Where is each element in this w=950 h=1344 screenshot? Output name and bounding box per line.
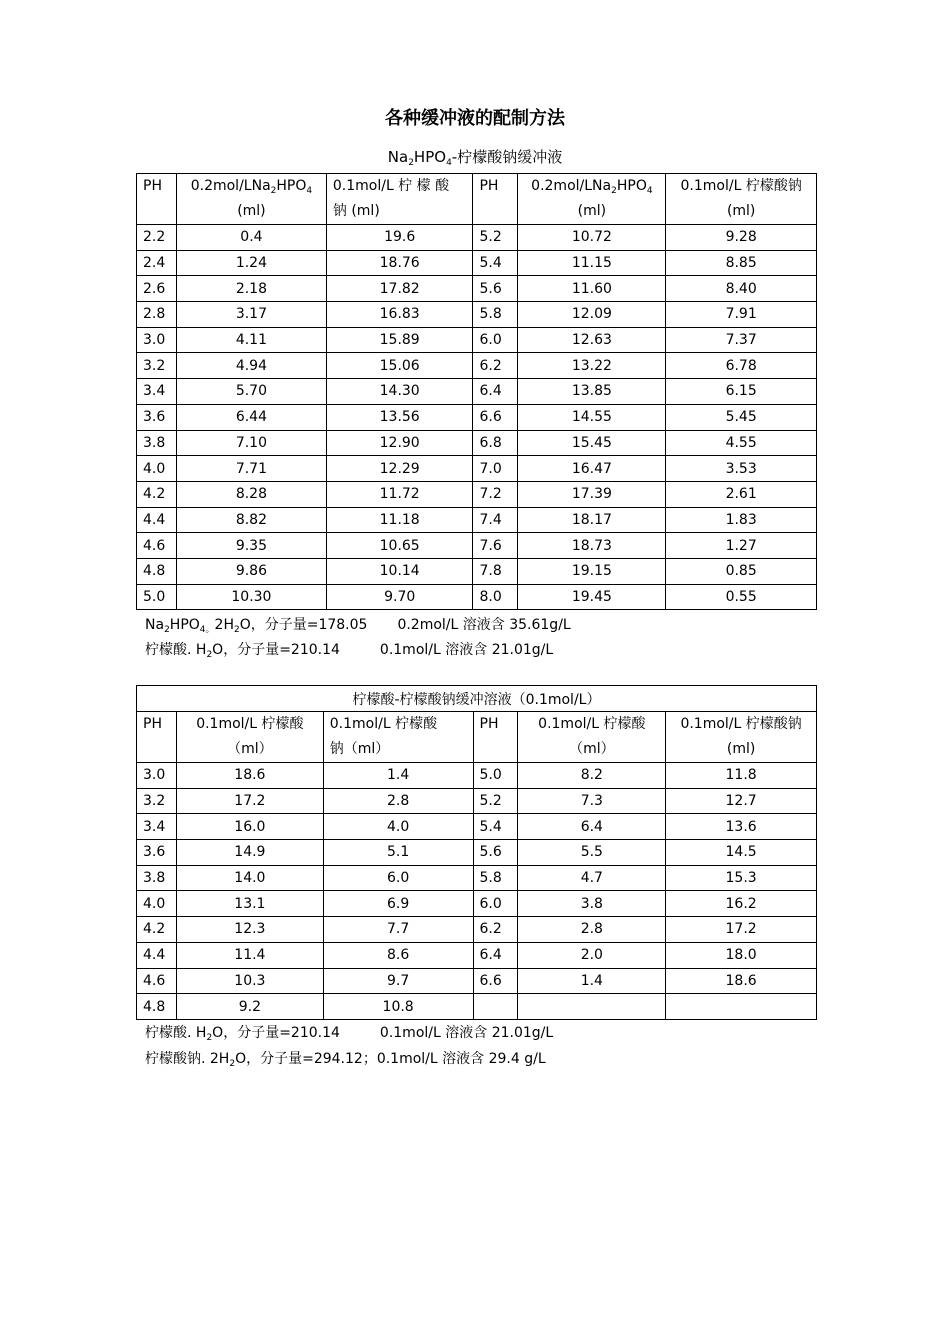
value-cell: 10.30 [176, 584, 326, 610]
value-cell: 9.86 [176, 558, 326, 584]
ph-cell: 6.0 [473, 327, 518, 353]
value-cell [666, 994, 817, 1020]
ph-cell: 6.6 [473, 968, 518, 994]
value-cell: 10.72 [518, 225, 666, 251]
value-cell: 15.45 [518, 430, 666, 456]
value-cell: 16.47 [518, 456, 666, 482]
ph-cell: 7.4 [473, 507, 518, 533]
value-cell: 17.2 [176, 788, 323, 814]
value-cell: 5.70 [176, 379, 326, 405]
value-cell: 8.28 [176, 481, 326, 507]
value-cell: 8.40 [666, 276, 817, 302]
ph-cell: 4.8 [137, 558, 177, 584]
value-cell: 18.73 [518, 533, 666, 559]
ph-cell: 3.8 [137, 430, 177, 456]
value-cell: 13.1 [176, 891, 323, 917]
table-title-row [137, 686, 817, 712]
ph-cell: 6.2 [473, 917, 518, 943]
table-header-row [137, 174, 817, 225]
ph-cell [473, 994, 518, 1020]
value-cell: 3.8 [518, 891, 666, 917]
table1-caption: $Na_2HPO_4-$柠檬酸钠缓冲液 [387, 148, 563, 168]
value-cell: 4.11 [176, 327, 326, 353]
ph-cell: 2.4 [137, 250, 177, 276]
ph-cell: 5.6 [473, 276, 518, 302]
value-cell: 7.37 [666, 327, 817, 353]
table-row [137, 225, 817, 251]
ph-cell: 7.2 [473, 481, 518, 507]
table2-note-1: 柠檬酸. $H_2O$，分子量=210.14 0.1mol/L 溶液含 21.01g/L [145, 1025, 554, 1043]
value-cell: 13.6 [666, 814, 817, 840]
value-cell: 17.82 [326, 276, 473, 302]
table1-note-2: 柠檬酸. $H_2O$，分子量=210.14 0.1mol/L 溶液含 21.01g/L [145, 642, 554, 660]
value-cell: 13.85 [518, 379, 666, 405]
value-cell: 14.5 [666, 840, 817, 866]
header-citric-acid: 0.1mol/L 柠檬酸 （ml） [176, 712, 323, 763]
ph-cell: 5.6 [473, 840, 518, 866]
table-row [137, 430, 817, 456]
value-cell: 6.0 [323, 865, 473, 891]
value-cell: 6.78 [666, 353, 817, 379]
value-cell: 18.76 [326, 250, 473, 276]
ph-cell: 7.8 [473, 558, 518, 584]
table-row [137, 814, 817, 840]
ph-cell: 5.0 [137, 584, 177, 610]
ph-cell: 6.8 [473, 430, 518, 456]
ph-cell: 4.0 [137, 891, 177, 917]
value-cell: 10.65 [326, 533, 473, 559]
table-row [137, 942, 817, 968]
value-cell: 9.7 [323, 968, 473, 994]
table-row [137, 353, 817, 379]
value-cell: 1.4 [323, 763, 473, 789]
page-title: 各种缓冲液的配制方法 [385, 108, 565, 129]
table2-title: 柠檬酸-柠檬酸钠缓冲溶液（0.1mol/L） [137, 686, 817, 712]
value-cell: 11.8 [666, 763, 817, 789]
table-row [137, 917, 817, 943]
ph-cell: 5.4 [473, 250, 518, 276]
ph-cell: 4.6 [137, 533, 177, 559]
table-row [137, 891, 817, 917]
value-cell: 8.85 [666, 250, 817, 276]
value-cell: 12.63 [518, 327, 666, 353]
value-cell: 9.28 [666, 225, 817, 251]
ph-cell: 5.2 [473, 225, 518, 251]
value-cell: 5.5 [518, 840, 666, 866]
header-sodium-citrate: 0.1mol/L 柠檬酸钠 (ml) [666, 174, 817, 225]
value-cell: 9.2 [176, 994, 323, 1020]
table-row [137, 327, 817, 353]
value-cell [518, 994, 666, 1020]
ph-cell: 6.6 [473, 404, 518, 430]
value-cell: 7.10 [176, 430, 326, 456]
value-cell: 11.72 [326, 481, 473, 507]
ph-cell: 3.4 [137, 379, 177, 405]
value-cell: 10.8 [323, 994, 473, 1020]
table-row [137, 404, 817, 430]
value-cell: 2.0 [518, 942, 666, 968]
ph-cell: 4.4 [137, 507, 177, 533]
table-row [137, 456, 817, 482]
ph-cell: 7.6 [473, 533, 518, 559]
value-cell: 12.29 [326, 456, 473, 482]
header-ph: PH [137, 174, 177, 225]
value-cell: 18.6 [176, 763, 323, 789]
value-cell: 8.82 [176, 507, 326, 533]
ph-cell: 8.0 [473, 584, 518, 610]
ph-cell: 3.4 [137, 814, 177, 840]
value-cell: 11.18 [326, 507, 473, 533]
ph-cell: 4.2 [137, 481, 177, 507]
header-citric-acid: 0.1mol/L 柠檬酸 （ml） [518, 712, 666, 763]
header-sodium-citrate: 0.1mol/L 柠 檬 酸 钠 (ml) [326, 174, 473, 225]
value-cell: 2.61 [666, 481, 817, 507]
value-cell: 6.9 [323, 891, 473, 917]
ph-cell: 3.0 [137, 763, 177, 789]
ph-cell: 7.0 [473, 456, 518, 482]
value-cell: 5.1 [323, 840, 473, 866]
table-row [137, 865, 817, 891]
value-cell: 7.71 [176, 456, 326, 482]
value-cell: 17.39 [518, 481, 666, 507]
table-row [137, 763, 817, 789]
value-cell: 11.15 [518, 250, 666, 276]
table-row [137, 584, 817, 610]
value-cell: 16.83 [326, 302, 473, 328]
value-cell: 2.8 [323, 788, 473, 814]
value-cell: 1.4 [518, 968, 666, 994]
ph-cell: 5.2 [473, 788, 518, 814]
ph-cell: 3.8 [137, 865, 177, 891]
value-cell: 17.2 [666, 917, 817, 943]
table-row [137, 481, 817, 507]
value-cell: 2.8 [518, 917, 666, 943]
ph-cell: 5.4 [473, 814, 518, 840]
value-cell: 15.06 [326, 353, 473, 379]
table-row [137, 968, 817, 994]
value-cell: 15.89 [326, 327, 473, 353]
ph-cell: 3.6 [137, 404, 177, 430]
value-cell: 12.3 [176, 917, 323, 943]
value-cell: 9.70 [326, 584, 473, 610]
value-cell: 6.4 [518, 814, 666, 840]
ph-cell: 4.8 [137, 994, 177, 1020]
ph-cell: 3.2 [137, 353, 177, 379]
value-cell: 18.6 [666, 968, 817, 994]
header-sodium-citrate: 0.1mol/L 柠檬酸钠 (ml) [666, 712, 817, 763]
value-cell: 12.90 [326, 430, 473, 456]
value-cell: 1.83 [666, 507, 817, 533]
value-cell: 1.24 [176, 250, 326, 276]
ph-cell: 6.0 [473, 891, 518, 917]
value-cell: 3.17 [176, 302, 326, 328]
table-row [137, 276, 817, 302]
value-cell: 4.7 [518, 865, 666, 891]
value-cell: 2.18 [176, 276, 326, 302]
table2-note-2: 柠檬酸钠. $2H_2O$，分子量=294.12；0.1mol/L 溶液含 29.4 g/L [145, 1051, 546, 1069]
value-cell: 4.0 [323, 814, 473, 840]
table-row [137, 302, 817, 328]
value-cell: 14.55 [518, 404, 666, 430]
table-row [137, 507, 817, 533]
value-cell: 0.55 [666, 584, 817, 610]
value-cell: 1.27 [666, 533, 817, 559]
table-row [137, 994, 817, 1020]
value-cell: 16.2 [666, 891, 817, 917]
citric-acid-citrate-table [136, 685, 817, 1020]
value-cell: 8.6 [323, 942, 473, 968]
header-na2hpo4: $0.2mol/LNa_2HPO_4$ (ml) [176, 174, 326, 225]
ph-cell: 4.0 [137, 456, 177, 482]
value-cell: 12.09 [518, 302, 666, 328]
table-row [137, 558, 817, 584]
value-cell: 14.30 [326, 379, 473, 405]
value-cell: 19.15 [518, 558, 666, 584]
ph-cell: 6.4 [473, 379, 518, 405]
table-row [137, 788, 817, 814]
value-cell: 9.35 [176, 533, 326, 559]
ph-cell: 3.6 [137, 840, 177, 866]
table-row [137, 533, 817, 559]
ph-cell: 6.4 [473, 942, 518, 968]
header-ph: PH [137, 712, 177, 763]
ph-cell: 5.8 [473, 302, 518, 328]
ph-cell: 4.2 [137, 917, 177, 943]
table-row [137, 840, 817, 866]
value-cell: 4.94 [176, 353, 326, 379]
value-cell: 14.9 [176, 840, 323, 866]
na2hpo4-citrate-table [136, 173, 817, 610]
value-cell: 6.44 [176, 404, 326, 430]
ph-cell: 4.4 [137, 942, 177, 968]
value-cell: 4.55 [666, 430, 817, 456]
header-ph: PH [473, 174, 518, 225]
header-sodium-citrate: 0.1mol/L 柠檬酸 钠（ml） [323, 712, 473, 763]
table1-note-1: $Na_2HPO_{4。}2H_2O$，分子量=178.05 0.2mol/L 溶液含 35.61g/L [145, 617, 571, 635]
value-cell: 14.0 [176, 865, 323, 891]
value-cell: 11.4 [176, 942, 323, 968]
value-cell: 18.17 [518, 507, 666, 533]
value-cell: 10.14 [326, 558, 473, 584]
value-cell: 0.4 [176, 225, 326, 251]
ph-cell: 6.2 [473, 353, 518, 379]
value-cell: 13.22 [518, 353, 666, 379]
ph-cell: 4.6 [137, 968, 177, 994]
value-cell: 19.6 [326, 225, 473, 251]
header-na2hpo4: $0.2mol/LNa_2HPO_4$ (ml) [518, 174, 666, 225]
value-cell: 15.3 [666, 865, 817, 891]
value-cell: 19.45 [518, 584, 666, 610]
value-cell: 18.0 [666, 942, 817, 968]
value-cell: 12.7 [666, 788, 817, 814]
value-cell: 3.53 [666, 456, 817, 482]
value-cell: 0.85 [666, 558, 817, 584]
ph-cell: 2.6 [137, 276, 177, 302]
value-cell: 8.2 [518, 763, 666, 789]
value-cell: 7.3 [518, 788, 666, 814]
value-cell: 16.0 [176, 814, 323, 840]
value-cell: 13.56 [326, 404, 473, 430]
value-cell: 5.45 [666, 404, 817, 430]
value-cell: 7.7 [323, 917, 473, 943]
ph-cell: 5.0 [473, 763, 518, 789]
value-cell: 7.91 [666, 302, 817, 328]
ph-cell: 2.2 [137, 225, 177, 251]
table-row [137, 250, 817, 276]
value-cell: 11.60 [518, 276, 666, 302]
table-header-row [137, 712, 817, 763]
header-ph: PH [473, 712, 518, 763]
value-cell: 6.15 [666, 379, 817, 405]
value-cell: 10.3 [176, 968, 323, 994]
ph-cell: 5.8 [473, 865, 518, 891]
table-row [137, 379, 817, 405]
ph-cell: 3.2 [137, 788, 177, 814]
ph-cell: 2.8 [137, 302, 177, 328]
ph-cell: 3.0 [137, 327, 177, 353]
